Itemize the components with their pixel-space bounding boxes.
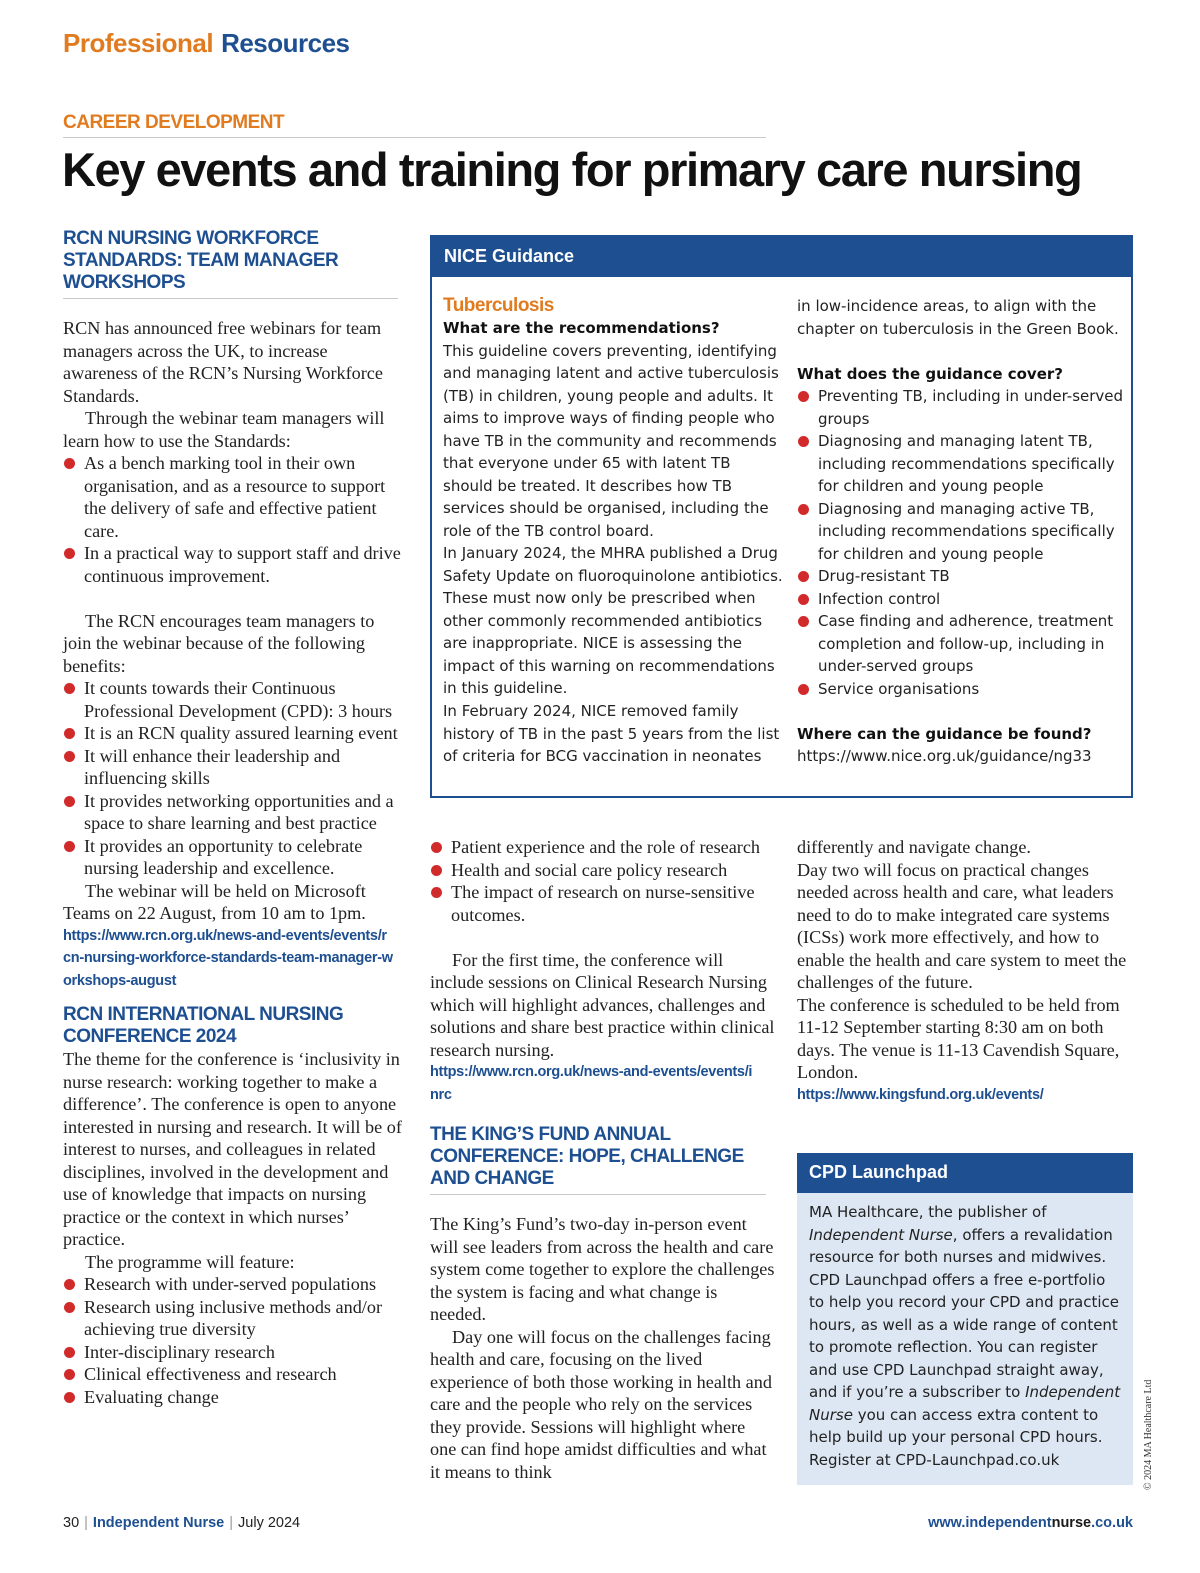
rcn-conference-features-list-cont xyxy=(430,836,775,926)
kings-fund-day-one-cont: differently and navigate change. xyxy=(797,837,1031,857)
footer-left: 30 | Independent Nurse | July 2024 xyxy=(63,1515,301,1531)
kings-fund-intro: The King’s Fund’s two-day in-person event will see leaders from across the health and care system come together to explore the challenges the system is facing and what change is needed. xyxy=(430,1214,775,1324)
right-column xyxy=(797,836,1133,1106)
nice-answer-2: In January 2024, the MHRA published a Drug Safety Update on fluoroquinolone antibiotics. These must now only be prescribed when other commonly recommended antibiotics are inappropriate. NICE is assessing the impact of this warning on recommendations in this guideline. xyxy=(443,544,783,697)
list-item: It will enhance their leadership and influencing skills xyxy=(63,745,403,790)
middle-column xyxy=(430,836,775,1483)
list-item: Infection control xyxy=(797,588,1129,611)
nice-question-recommendations: What are the recommendations? xyxy=(443,319,720,337)
cpd-launchpad-title: CPD Launchpad xyxy=(797,1153,1133,1193)
list-item: Case finding and adherence, treatment completion and follow-up, including in under-served groups xyxy=(797,610,1129,678)
list-item: Evaluating change xyxy=(63,1386,403,1409)
nice-answer-3: In February 2024, NICE removed family history of TB in the past 5 years from the list of criteria for BCG vaccination in neonates xyxy=(443,702,780,765)
rcn-conference-heading: RCN INTERNATIONAL NURSING CONFERENCE 2024 xyxy=(63,1004,344,1047)
section-header xyxy=(63,28,350,59)
nice-question-location: Where can the guidance be found? xyxy=(797,724,1092,743)
rcn-workforce-date: The webinar will be held on Microsoft Teams on 22 August, from 10 am to 1pm. xyxy=(63,880,366,923)
rcn-workforce-uses-list xyxy=(63,452,403,587)
list-item: Clinical effectiveness and research xyxy=(63,1363,403,1386)
rcn-conference-features-list xyxy=(63,1273,403,1408)
list-item: It provides networking opportunities and a space to share learning and best practice xyxy=(63,790,403,835)
kings-fund-heading: THE KING’S FUND ANNUAL CONFERENCE: HOPE, CHALLENGE AND CHANGE xyxy=(430,1124,766,1195)
list-item: Preventing TB, including in under-served groups xyxy=(797,385,1129,430)
footer-issue: July 2024 xyxy=(238,1515,301,1531)
copyright-notice: © 2024 MA Healthcare Ltd xyxy=(1143,1379,1154,1490)
header-professional: Professional xyxy=(63,28,214,58)
cpd-launchpad-text: MA Healthcare, the publisher of Independent Nurse, offers a revalidation resource for both nurses and midwives. CPD Launchpad offers a free e-portfolio to help you record your CPD and practice hours, as well as a wide range of content to promote reflection. You can register and use CPD Launchpad straight away, and if you’re a subscriber to Independent Nurse you can access extra content to help build up your personal CPD hours. Register at CPD-Launchpad.co.uk xyxy=(809,1203,1121,1469)
kings-fund-day-two: Day two will focus on practical changes needed across health and care, what leaders need to do to make integrated care systems (ICSs) work more effectively, and how to enable the health and care system to meet the challenges of the future. xyxy=(797,859,1127,992)
list-item: Research with under-served populations xyxy=(63,1273,403,1296)
nice-answer-3-cont: in low-incidence areas, to align with the chapter on tuberculosis in the Green Book. xyxy=(797,297,1119,338)
list-item: Service organisations xyxy=(797,678,1129,701)
kicker: CAREER DEVELOPMENT xyxy=(63,112,766,138)
list-item: Drug-resistant TB xyxy=(797,565,1129,588)
list-item: Research using inclusive methods and/or achieving true diversity xyxy=(63,1296,403,1341)
list-item: Patient experience and the role of research xyxy=(430,836,775,859)
page-number: 30 xyxy=(63,1515,80,1531)
rcn-workforce-benefits-intro: The RCN encourages team managers to join the webinar because of the following benefits: xyxy=(63,610,375,676)
nice-right-content xyxy=(797,295,1129,768)
rcn-workforce-how: Through the webinar team managers will learn how to use the Standards: xyxy=(63,408,385,451)
footer-website[interactable]: www.independentnurse.co.uk xyxy=(928,1515,1133,1531)
list-item: It is an RCN quality assured learning event xyxy=(63,722,403,745)
rcn-workforce-benefits-list xyxy=(63,677,403,880)
rcn-workforce-intro: RCN has announced free webinars for team managers across the UK, to increase awareness of the RCN’s Nursing Workforce Standards. xyxy=(63,318,383,406)
kings-fund-link[interactable]: https://www.kingsfund.org.uk/events/ xyxy=(797,1086,1044,1103)
list-item: Diagnosing and managing latent TB, including recommendations specifically for children and young people xyxy=(797,430,1129,498)
list-item: In a practical way to support staff and drive continuous improvement. xyxy=(63,542,403,587)
footer-magazine: Independent Nurse xyxy=(92,1515,225,1531)
list-item: It counts towards their Continuous Professional Development (CPD): 3 hours xyxy=(63,677,403,722)
nice-answer-1: This guideline covers preventing, identifying and managing latent and active tuberculosis (TB) in children, young people and adults. It aims to improve ways of finding people who have TB in the community and recommends that everyone under 65 with latent TB should be treated. It describes how TB services should be organised, including the role of the TB control board. xyxy=(443,341,779,540)
nice-topic: Tuberculosis xyxy=(443,295,554,316)
list-item: As a bench marking tool in their own organisation, and as a resource to support the delivery of safe and effective patient care. xyxy=(63,452,403,542)
list-item: It provides an opportunity to celebrate nursing leadership and excellence. xyxy=(63,835,403,880)
rcn-conference-intro: The theme for the conference is ‘inclusivity in nurse research: working together to make a difference’. The conference is open to anyone interested in nursing and research. It will be of interest to nurses, and colleagues in related disciplines, involved in the development and use of knowledge that impacts on nursing practice or the context in which nurses’ practice. xyxy=(63,1049,402,1249)
rcn-workforce-link[interactable]: https://www.rcn.org.uk/news-and-events/events/rcn-nursing-workforce-standards-team-manager-workshops-august xyxy=(63,927,393,989)
list-item: The impact of research on nurse-sensitive outcomes. xyxy=(430,881,775,926)
page-title: Key events and training for primary care nursing xyxy=(62,143,1082,196)
left-column xyxy=(63,228,403,1408)
nice-cover-list xyxy=(797,385,1129,700)
rcn-conference-link[interactable]: https://www.rcn.org.uk/news-and-events/events/inrc xyxy=(430,1064,753,1103)
kings-fund-day-one: Day one will focus on the challenges facing health and care, focusing on the lived experience of both those working in health and care and the people who rely on the services they provide. Sessions will highlight where one can find hope amidst difficulties and what it means to think xyxy=(430,1326,772,1482)
header-resources: Resources xyxy=(221,28,350,58)
kings-fund-schedule: The conference is scheduled to be held from 11-12 September starting 8:30 am on both days. The venue is 11-13 Cavendish Square, London. xyxy=(797,994,1120,1082)
rcn-workforce-heading: RCN NURSING WORKFORCE STANDARDS: TEAM MANAGER WORKSHOPS xyxy=(63,228,398,299)
rcn-conference-programme: The programme will feature: xyxy=(85,1251,295,1272)
cpd-launchpad-box xyxy=(797,1153,1133,1485)
list-item: Diagnosing and managing active TB, including recommendations specifically for children and young people xyxy=(797,498,1129,566)
nice-guidance-box xyxy=(430,235,1133,798)
list-item: Health and social care policy research xyxy=(430,859,775,882)
nice-answer-3-part xyxy=(443,700,783,768)
nice-guidance-title: NICE Guidance xyxy=(432,237,1131,277)
nice-question-cover: What does the guidance cover? xyxy=(797,364,1063,383)
rcn-conference-sessions: For the first time, the conference will include sessions on Clinical Research Nursing which will highlight advances, challenges and solutions and share best practice within clinical research nursing. xyxy=(430,949,775,1060)
nice-guidance-link[interactable]: https://www.nice.org.uk/guidance/ng33 xyxy=(797,747,1092,765)
nice-left-column xyxy=(443,295,783,700)
list-item: Inter-disciplinary research xyxy=(63,1341,403,1364)
